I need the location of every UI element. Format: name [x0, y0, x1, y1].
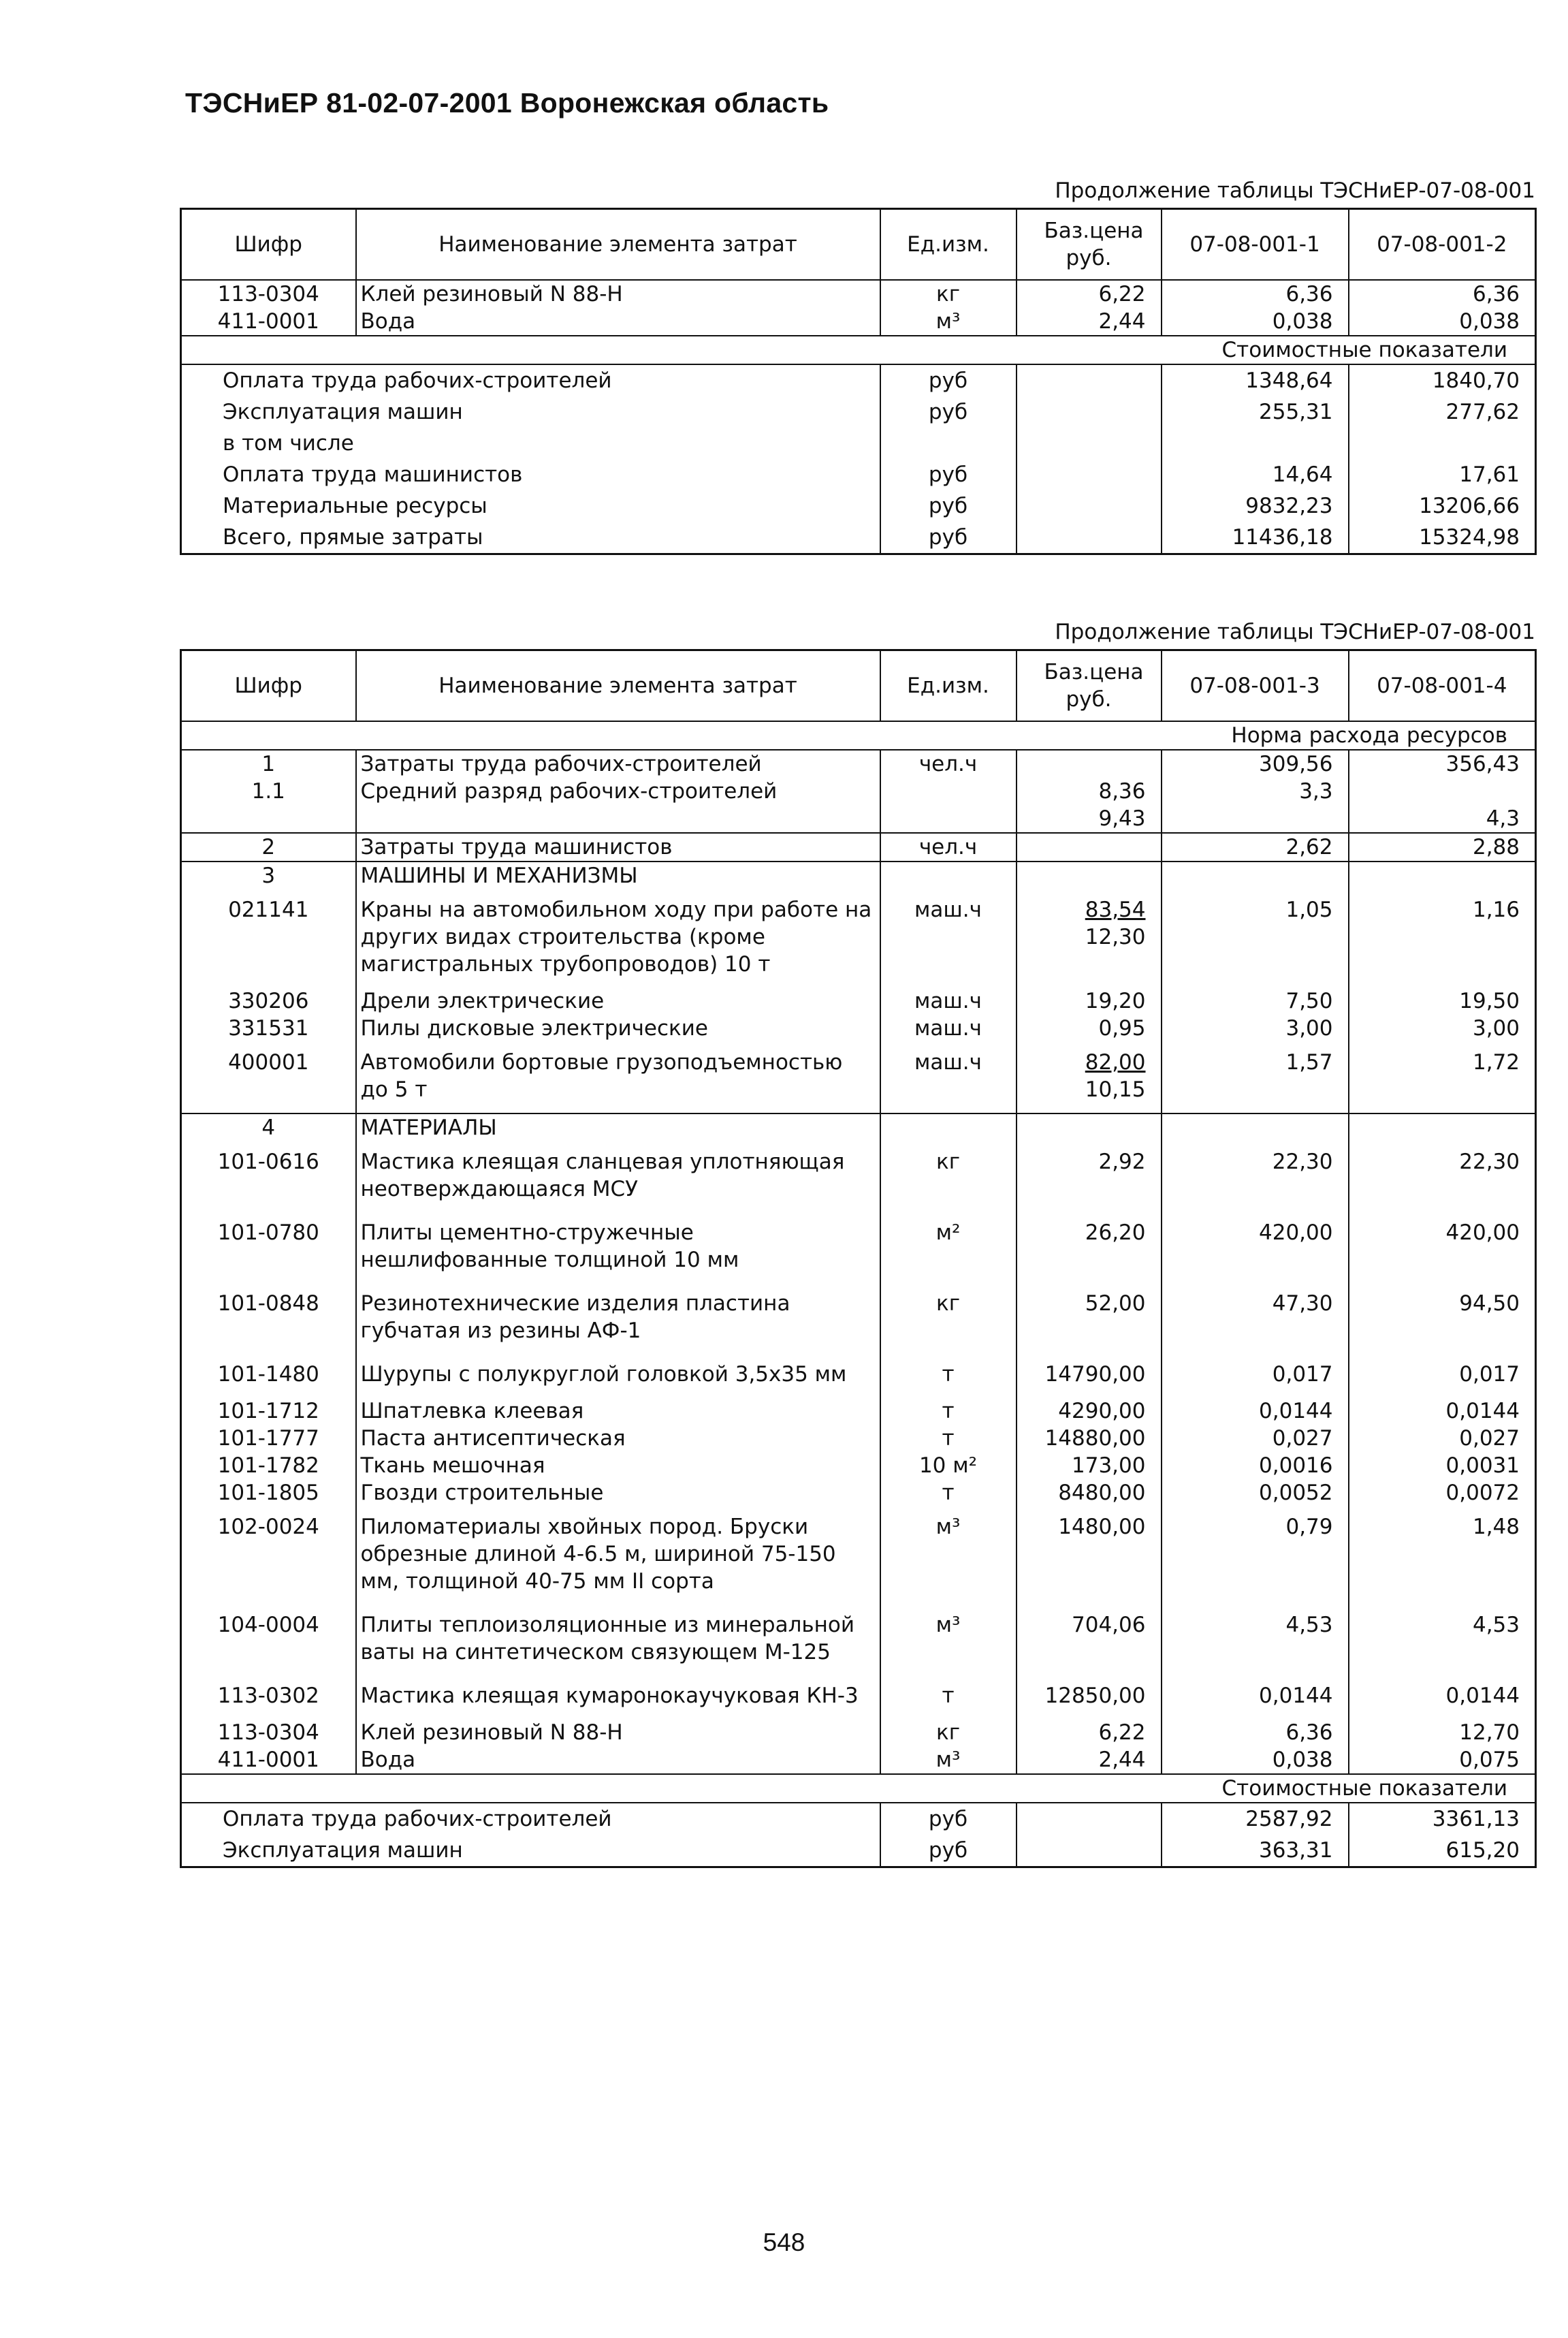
- code-cell: 3: [181, 862, 356, 889]
- table-row: [181, 1354, 1536, 1397]
- value2-cell: 420,00: [1349, 1212, 1536, 1283]
- price-cell: 6,22: [1017, 280, 1162, 308]
- price-cell: 9,43: [1017, 805, 1162, 833]
- price-main: 82,00: [1085, 1049, 1146, 1075]
- value1-cell: [1162, 805, 1349, 833]
- value2-cell: 4,53: [1349, 1605, 1536, 1675]
- col-header-name: Наименование элемента затрат: [356, 209, 880, 280]
- table-row: [181, 889, 1536, 988]
- value1-cell: 0,038: [1162, 308, 1349, 336]
- price-cell: 0,95: [1017, 1015, 1162, 1042]
- table-row: [181, 280, 1536, 308]
- price-cell: 2,44: [1017, 308, 1162, 336]
- value2-cell: 4,3: [1349, 805, 1536, 833]
- total-label: Материальные ресурсы: [181, 490, 880, 522]
- price-cell: 2,44: [1017, 1746, 1162, 1774]
- value2-cell: 1,72: [1349, 1042, 1536, 1113]
- col-header-v1: 07-08-001-3: [1162, 650, 1349, 721]
- price-secondary: 12,30: [1085, 924, 1146, 949]
- code-cell: 104-0004: [181, 1605, 356, 1675]
- code-cell: 101-1777: [181, 1425, 356, 1452]
- name-cell: Пилы дисковые электрические: [356, 1015, 880, 1042]
- total-value2: 17,61: [1349, 459, 1536, 490]
- name-cell: Ткань мешочная: [356, 1452, 880, 1479]
- total-label: в том числе: [181, 428, 880, 459]
- value1-cell: 1,57: [1162, 1042, 1349, 1113]
- name-cell: Мастика клеящая кумаронокаучуковая КН-3: [356, 1675, 880, 1719]
- name-cell: Средний разряд рабочих-строителей: [356, 778, 880, 805]
- col-header-v1: 07-08-001-1: [1162, 209, 1349, 280]
- price-cell: 52,00: [1017, 1283, 1162, 1354]
- table-row: [181, 1212, 1536, 1283]
- col-header-code: Шифр: [181, 209, 356, 280]
- price-cell: 26,20: [1017, 1212, 1162, 1283]
- table-row: [181, 1283, 1536, 1354]
- code-cell: 400001: [181, 1042, 356, 1113]
- total-price-blank: [1017, 522, 1162, 554]
- code-cell: 101-1805: [181, 1479, 356, 1506]
- value1-cell: 0,017: [1162, 1354, 1349, 1397]
- total-price-blank: [1017, 396, 1162, 428]
- code-cell: 113-0304: [181, 280, 356, 308]
- table1-continuation-caption: Продолжение таблицы ТЭСНиЕР-07-08-001: [1055, 178, 1535, 203]
- value2-cell: 356,43: [1349, 750, 1536, 778]
- code-cell: 101-0616: [181, 1141, 356, 1212]
- value1-cell: 0,0144: [1162, 1675, 1349, 1719]
- value2-cell: 0,017: [1349, 1354, 1536, 1397]
- table-row: [181, 1113, 1536, 1141]
- table-row: [181, 1452, 1536, 1479]
- value2-cell: 0,0031: [1349, 1452, 1536, 1479]
- unit-cell: кг: [880, 1283, 1017, 1354]
- price-cell: 4290,00: [1017, 1397, 1162, 1425]
- page-number: 548: [763, 2228, 805, 2256]
- name-cell: Пиломатериалы хвойных пород. Бруски обрезные длиной 4-6.5 м, шириной 75-150 мм, толщиной 40-75 мм II сорта: [356, 1506, 880, 1605]
- total-row: [181, 490, 1536, 522]
- table-row: [181, 778, 1536, 805]
- code-cell: 021141: [181, 889, 356, 988]
- value1-cell: 4,53: [1162, 1605, 1349, 1675]
- value2-cell: 22,30: [1349, 1141, 1536, 1212]
- unit-cell: маш.ч: [880, 889, 1017, 988]
- table-row: [181, 1746, 1536, 1774]
- table-row: [181, 1506, 1536, 1605]
- unit-cell: т: [880, 1397, 1017, 1425]
- total-label: Оплата труда рабочих-строителей: [181, 1803, 880, 1835]
- value2-cell: [1349, 778, 1536, 805]
- name-cell: Резинотехнические изделия пластина губчатая из резины АФ-1: [356, 1283, 880, 1354]
- total-value1: 11436,18: [1162, 522, 1349, 554]
- total-value2: 1840,70: [1349, 364, 1536, 396]
- name-cell: Вода: [356, 308, 880, 336]
- unit-cell: чел.ч: [880, 750, 1017, 778]
- code-cell: 101-1480: [181, 1354, 356, 1397]
- price-cell: 14880,00: [1017, 1425, 1162, 1452]
- unit-cell: т: [880, 1354, 1017, 1397]
- unit-cell: 10 м²: [880, 1452, 1017, 1479]
- unit-cell: кг: [880, 280, 1017, 308]
- total-unit: руб: [880, 490, 1017, 522]
- value1-cell: 3,3: [1162, 778, 1349, 805]
- price-cell: 8,36: [1017, 778, 1162, 805]
- unit-cell: [880, 862, 1017, 889]
- name-cell: Краны на автомобильном ходу при работе на других видах строительства (кроме магистральных трубопроводов) 10 т: [356, 889, 880, 988]
- table-row: [181, 750, 1536, 778]
- table-row: [181, 1675, 1536, 1719]
- table-row: [181, 1479, 1536, 1506]
- name-cell: Клей резиновый N 88-Н: [356, 280, 880, 308]
- table-row: [181, 1605, 1536, 1675]
- table-row: [181, 1015, 1536, 1042]
- total-price-blank: [1017, 490, 1162, 522]
- unit-cell: м²: [880, 1212, 1017, 1283]
- cost-header-row: [181, 336, 1536, 364]
- norm-header-cell: Норма расхода ресурсов: [181, 721, 1536, 750]
- table-row: [181, 1042, 1536, 1113]
- value2-cell: 12,70: [1349, 1719, 1536, 1746]
- code-cell: 102-0024: [181, 1506, 356, 1605]
- price-cell: [1017, 833, 1162, 862]
- price-cell: 2,92: [1017, 1141, 1162, 1212]
- total-unit: руб: [880, 364, 1017, 396]
- price-cell: 704,06: [1017, 1605, 1162, 1675]
- table1: [180, 208, 1537, 555]
- col-header-name: Наименование элемента затрат: [356, 650, 880, 721]
- total-row: [181, 428, 1536, 459]
- price-cell: [1017, 1113, 1162, 1141]
- total-row: [181, 1803, 1536, 1835]
- value2-cell: 19,50: [1349, 988, 1536, 1015]
- table2-body: [181, 721, 1536, 1867]
- code-cell: 1.1: [181, 778, 356, 805]
- price-cell: 19,20: [1017, 988, 1162, 1015]
- unit-cell: кг: [880, 1141, 1017, 1212]
- total-row: [181, 364, 1536, 396]
- value1-cell: 0,038: [1162, 1746, 1349, 1774]
- total-value1: 2587,92: [1162, 1803, 1349, 1835]
- table-row: [181, 862, 1536, 889]
- table2-header-row: [181, 650, 1536, 721]
- code-cell: 113-0302: [181, 1675, 356, 1719]
- name-cell: Затраты труда рабочих-строителей: [356, 750, 880, 778]
- value1-cell: 6,36: [1162, 1719, 1349, 1746]
- total-value1: 9832,23: [1162, 490, 1349, 522]
- total-row: [181, 522, 1536, 554]
- name-cell: МАТЕРИАЛЫ: [356, 1113, 880, 1141]
- value1-cell: [1162, 1113, 1349, 1141]
- value2-cell: [1349, 1113, 1536, 1141]
- value1-cell: 22,30: [1162, 1141, 1349, 1212]
- total-price-blank: [1017, 459, 1162, 490]
- code-cell: 1: [181, 750, 356, 778]
- unit-cell: м³: [880, 1605, 1017, 1675]
- total-price-blank: [1017, 364, 1162, 396]
- value1-cell: 3,00: [1162, 1015, 1349, 1042]
- table-row: [181, 1719, 1536, 1746]
- price-cell: [1017, 889, 1162, 988]
- price-cell: 8480,00: [1017, 1479, 1162, 1506]
- code-cell: 101-1712: [181, 1397, 356, 1425]
- value1-cell: 2,62: [1162, 833, 1349, 862]
- name-cell: Затраты труда машинистов: [356, 833, 880, 862]
- table-row: [181, 1397, 1536, 1425]
- total-label: Оплата труда рабочих-строителей: [181, 364, 880, 396]
- price-secondary: 10,15: [1085, 1077, 1146, 1102]
- value1-cell: 309,56: [1162, 750, 1349, 778]
- col-header-unit: Ед.изм.: [880, 209, 1017, 280]
- value2-cell: 0,027: [1349, 1425, 1536, 1452]
- total-value2: 3361,13: [1349, 1803, 1536, 1835]
- price-cell: 14790,00: [1017, 1354, 1162, 1397]
- total-value2: [1349, 428, 1536, 459]
- col-header-code: Шифр: [181, 650, 356, 721]
- value1-cell: 0,0052: [1162, 1479, 1349, 1506]
- col-header-price: Баз.цена руб.: [1017, 209, 1162, 280]
- value2-cell: 3,00: [1349, 1015, 1536, 1042]
- code-cell: 113-0304: [181, 1719, 356, 1746]
- value2-cell: 0,0144: [1349, 1675, 1536, 1719]
- code-cell: 2: [181, 833, 356, 862]
- price-cell: 6,22: [1017, 1719, 1162, 1746]
- total-unit: руб: [880, 1803, 1017, 1835]
- unit-cell: маш.ч: [880, 988, 1017, 1015]
- total-row: [181, 459, 1536, 490]
- total-value1: 14,64: [1162, 459, 1349, 490]
- value1-cell: 47,30: [1162, 1283, 1349, 1354]
- total-label: Эксплуатация машин: [181, 396, 880, 428]
- cost-header-row: [181, 1774, 1536, 1803]
- value1-cell: 420,00: [1162, 1212, 1349, 1283]
- value2-cell: 94,50: [1349, 1283, 1536, 1354]
- unit-cell: м³: [880, 1746, 1017, 1774]
- col-header-v2: 07-08-001-2: [1349, 209, 1536, 280]
- total-label: Всего, прямые затраты: [181, 522, 880, 554]
- table-row: [181, 805, 1536, 833]
- name-cell: Клей резиновый N 88-Н: [356, 1719, 880, 1746]
- table-row: [181, 308, 1536, 336]
- unit-cell: м³: [880, 1506, 1017, 1605]
- col-header-unit: Ед.изм.: [880, 650, 1017, 721]
- code-cell: 101-0848: [181, 1283, 356, 1354]
- code-cell: 330206: [181, 988, 356, 1015]
- unit-cell: т: [880, 1479, 1017, 1506]
- name-cell: Гвозди строительные: [356, 1479, 880, 1506]
- unit-cell: т: [880, 1425, 1017, 1452]
- unit-cell: [880, 1113, 1017, 1141]
- total-value1: [1162, 428, 1349, 459]
- price-cell: 12850,00: [1017, 1675, 1162, 1719]
- unit-cell: т: [880, 1675, 1017, 1719]
- unit-cell: [880, 778, 1017, 805]
- name-cell: Шурупы с полукруглой головкой 3,5х35 мм: [356, 1354, 880, 1397]
- norm-header-row: [181, 721, 1536, 750]
- table2-continuation-caption: Продолжение таблицы ТЭСНиЕР-07-08-001: [1055, 620, 1535, 644]
- col-header-v2: 07-08-001-4: [1349, 650, 1536, 721]
- name-cell: Плиты цементно-стружечные нешлифованные толщиной 10 мм: [356, 1212, 880, 1283]
- name-cell: МАШИНЫ И МЕХАНИЗМЫ: [356, 862, 880, 889]
- total-value2: 15324,98: [1349, 522, 1536, 554]
- col-header-price: Баз.цена руб.: [1017, 650, 1162, 721]
- value1-cell: 0,79: [1162, 1506, 1349, 1605]
- value1-cell: 6,36: [1162, 280, 1349, 308]
- total-value1: 363,31: [1162, 1835, 1349, 1867]
- total-row: [181, 396, 1536, 428]
- code-cell: 101-1782: [181, 1452, 356, 1479]
- unit-cell: кг: [880, 1719, 1017, 1746]
- total-label: Оплата труда машинистов: [181, 459, 880, 490]
- name-cell: Автомобили бортовые грузоподъемностью до 5 т: [356, 1042, 880, 1113]
- total-price-blank: [1017, 428, 1162, 459]
- name-cell: [356, 805, 880, 833]
- code-cell: 331531: [181, 1015, 356, 1042]
- total-unit: руб: [880, 459, 1017, 490]
- total-price-blank: [1017, 1835, 1162, 1867]
- value1-cell: 1,05: [1162, 889, 1349, 988]
- table-row: [181, 988, 1536, 1015]
- value1-cell: [1162, 862, 1349, 889]
- name-cell: Плиты теплоизоляционные из минеральной ваты на синтетическом связующем М-125: [356, 1605, 880, 1675]
- code-cell: [181, 805, 356, 833]
- value1-cell: 0,0144: [1162, 1397, 1349, 1425]
- price-main: 83,54: [1085, 897, 1146, 922]
- unit-cell: маш.ч: [880, 1042, 1017, 1113]
- value2-cell: 0,0072: [1349, 1479, 1536, 1506]
- unit-cell: м³: [880, 308, 1017, 336]
- code-cell: 101-0780: [181, 1212, 356, 1283]
- table1-body: [181, 280, 1536, 554]
- document-title: ТЭСНиЕР 81-02-07-2001 Воронежская область: [185, 87, 829, 119]
- unit-cell: [880, 805, 1017, 833]
- total-value2: 277,62: [1349, 396, 1536, 428]
- name-cell: Мастика клеящая сланцевая уплотняющая неотверждающаяся МСУ: [356, 1141, 880, 1212]
- table-row: [181, 1425, 1536, 1452]
- code-cell: 4: [181, 1113, 356, 1141]
- price-cell: 1480,00: [1017, 1506, 1162, 1605]
- name-cell: Шпатлевка клеевая: [356, 1397, 880, 1425]
- total-unit: руб: [880, 396, 1017, 428]
- price-cell: [1017, 750, 1162, 778]
- total-value2: 615,20: [1349, 1835, 1536, 1867]
- cost-header-cell: Стоимостные показатели: [181, 336, 1536, 364]
- value2-cell: 1,48: [1349, 1506, 1536, 1605]
- value2-cell: 6,36: [1349, 280, 1536, 308]
- total-value1: 1348,64: [1162, 364, 1349, 396]
- code-cell: 411-0001: [181, 308, 356, 336]
- total-label: Эксплуатация машин: [181, 1835, 880, 1867]
- name-cell: Паста антисептическая: [356, 1425, 880, 1452]
- total-value1: 255,31: [1162, 396, 1349, 428]
- name-cell: Вода: [356, 1746, 880, 1774]
- value1-cell: 0,0016: [1162, 1452, 1349, 1479]
- value2-cell: 2,88: [1349, 833, 1536, 862]
- total-unit: руб: [880, 522, 1017, 554]
- table2: [180, 649, 1537, 1868]
- value1-cell: 7,50: [1162, 988, 1349, 1015]
- table-row: [181, 1141, 1536, 1212]
- price-cell: [1017, 862, 1162, 889]
- total-unit: руб: [880, 1835, 1017, 1867]
- total-row: [181, 1835, 1536, 1867]
- cost-header-cell: Стоимостные показатели: [181, 1774, 1536, 1803]
- price-cell: 173,00: [1017, 1452, 1162, 1479]
- value2-cell: 0,0144: [1349, 1397, 1536, 1425]
- total-unit: [880, 428, 1017, 459]
- total-value2: 13206,66: [1349, 490, 1536, 522]
- value2-cell: 0,038: [1349, 308, 1536, 336]
- code-cell: 411-0001: [181, 1746, 356, 1774]
- value2-cell: [1349, 862, 1536, 889]
- price-cell: [1017, 1042, 1162, 1113]
- table-row: [181, 833, 1536, 862]
- name-cell: Дрели электрические: [356, 988, 880, 1015]
- value1-cell: 0,027: [1162, 1425, 1349, 1452]
- unit-cell: маш.ч: [880, 1015, 1017, 1042]
- table1-header-row: [181, 209, 1536, 280]
- value2-cell: 0,075: [1349, 1746, 1536, 1774]
- total-price-blank: [1017, 1803, 1162, 1835]
- value2-cell: 1,16: [1349, 889, 1536, 988]
- unit-cell: чел.ч: [880, 833, 1017, 862]
